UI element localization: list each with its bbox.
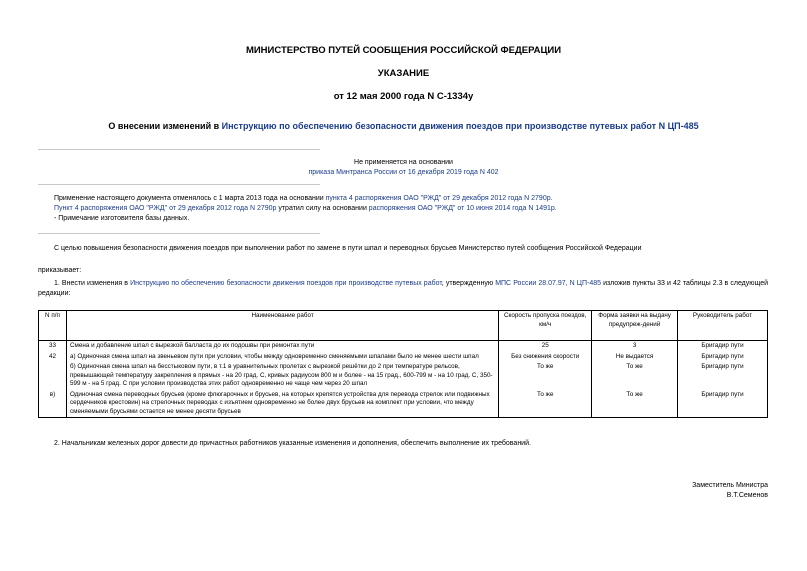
instruction-link-2[interactable]: Инструкцию по обеспечению безопасности движения поездов при производстве путевых работ	[130, 280, 442, 287]
table-row	[39, 352, 768, 363]
cell-num: 42	[39, 352, 67, 363]
cell-num: 33	[39, 341, 67, 352]
signatory-position: Заместитель Министра	[692, 482, 768, 489]
cell-form: Не выдается	[592, 352, 678, 363]
order-mintrans-link[interactable]: приказа Минтранса России от 16 декабря 2019 года N 402	[308, 169, 499, 176]
divider	[38, 233, 320, 234]
signature-block	[692, 481, 768, 501]
point-1	[38, 279, 768, 299]
divider	[38, 184, 320, 185]
point-text: 1. Внести изменения в	[54, 280, 131, 287]
rzd-point-link[interactable]: Пункт 4 распоряжения ОАО "РЖД" от 29 декабря 2012 года N 2790р	[54, 205, 277, 212]
cell-lead: Бригадир пути	[678, 341, 768, 352]
cell-form: 3	[592, 341, 678, 352]
document-type: УКАЗАНИЕ	[377, 68, 430, 79]
col-header-form: Форма заявки на выдачу предупреж-дений	[592, 311, 678, 341]
cell-name: Смена и добавление шпал с вырезкой балласта до их подошвы при ремонтах пути	[66, 341, 498, 352]
mps-link[interactable]: МПС России 28.07.97, N ЦП-485	[495, 280, 602, 287]
notice-not-applied	[0, 158, 807, 178]
divider	[38, 149, 320, 150]
title-prefix: О внесении изменений в	[108, 121, 222, 131]
cell-form: То же	[592, 390, 678, 418]
cell-name: а) Одиночная смена шпал на звеньевом пути при условии, чтобы между одновременно сменяемыми шпалами было не менее шести шпал	[66, 352, 498, 363]
orders-word: приказывает:	[38, 267, 82, 274]
cell-num: в)	[39, 390, 67, 418]
cell-lead: Бригадир пути	[678, 352, 768, 363]
notice-text: Применение настоящего документа отменялось с 1 марта 2013 года на основании	[54, 195, 326, 202]
col-header-speed: Скорость пропуска поездов, км/ч	[499, 311, 592, 341]
notice-text: утратил силу на основании	[276, 205, 369, 212]
signatory-name: В.Т.Семенов	[726, 492, 768, 499]
rzd-order-2014-link[interactable]: распоряжения ОАО "РЖД" от 10 июня 2014 года N 1491р.	[368, 205, 557, 212]
point-2: 2. Начальникам железных дорог довести до причастных работников указанные изменения и дополнения, обеспечить выполнение их требований.	[54, 440, 531, 447]
cell-speed: 25	[499, 341, 592, 352]
notice-line: Не применяется на основании	[354, 159, 453, 166]
notice-note: - Примечание изготовителя базы данных.	[54, 215, 190, 222]
table-row	[39, 362, 768, 390]
changes-table	[38, 310, 768, 418]
col-header-lead: Руководитель работ	[678, 311, 768, 341]
cell-speed: То же	[499, 362, 592, 390]
cell-lead: Бригадир пути	[678, 362, 768, 390]
cell-speed: Без снижения скорости	[499, 352, 592, 363]
col-header-num: N п/п	[39, 311, 67, 341]
cell-lead: Бригадир пути	[678, 390, 768, 418]
cell-speed: То же	[499, 390, 592, 418]
cell-name: Одиночная смена переводных брусьев (кроме флюгарочных и брусьев, на которых крепятся устройства для перевода стрелок или подвижных сердечников крестовин) на стрелочных переводах с изъятием одновременно не более двух брусьев на комплект при условии, что между сменяемыми брусьями остается не менее десяти брусьев	[66, 390, 498, 418]
rzd-order-link[interactable]: пункта 4 распоряжения ОАО "РЖД" от 29 декабря 2012 года N 2790р.	[325, 195, 553, 202]
intro-paragraph: С целью повышения безопасности движения поездов при выполнении работ по замене в пути шпал и переводных брусьев Министерство путей сообщения Российской Федерации	[54, 245, 642, 252]
notice-cancellation	[54, 194, 774, 224]
document-title	[0, 121, 807, 131]
table-row	[39, 390, 768, 418]
cell-form: То же	[592, 362, 678, 390]
document-date: от 12 мая 2000 года N С-1334у	[333, 91, 474, 102]
table-header-row	[39, 311, 768, 341]
cell-name: б) Одиночная смена шпал на бесстыковом пути, в т.1 в уравнительных пролетах с вырезкой решётки до 2 при температуре рельсов, превышающей температуру закрепления в прямых - на 20 град. С, кривых радиусом 800 м и более - на 15 град., 600-799 м - на 10 град. С, 350-599 м - на 5 град. С при условии производства этих работ одновременно не чаще чем через 20 шпал	[66, 362, 498, 390]
cell-num	[39, 362, 67, 390]
point-text: изложив пункты 33 и 42 таблицы 2.3 в следующей редакции:	[38, 280, 769, 297]
ministry-heading: МИНИСТЕРСТВО ПУТЕЙ СООБЩЕНИЯ РОССИЙСКОЙ ФЕДЕРАЦИИ	[245, 45, 562, 56]
table-row	[39, 341, 768, 352]
point-text: , утвержденную	[441, 280, 496, 287]
instruction-link[interactable]: Инструкцию по обеспечению безопасности движения поездов при производстве путевых работ N ЦП-485	[221, 121, 699, 131]
col-header-name: Наименование работ	[66, 311, 498, 341]
